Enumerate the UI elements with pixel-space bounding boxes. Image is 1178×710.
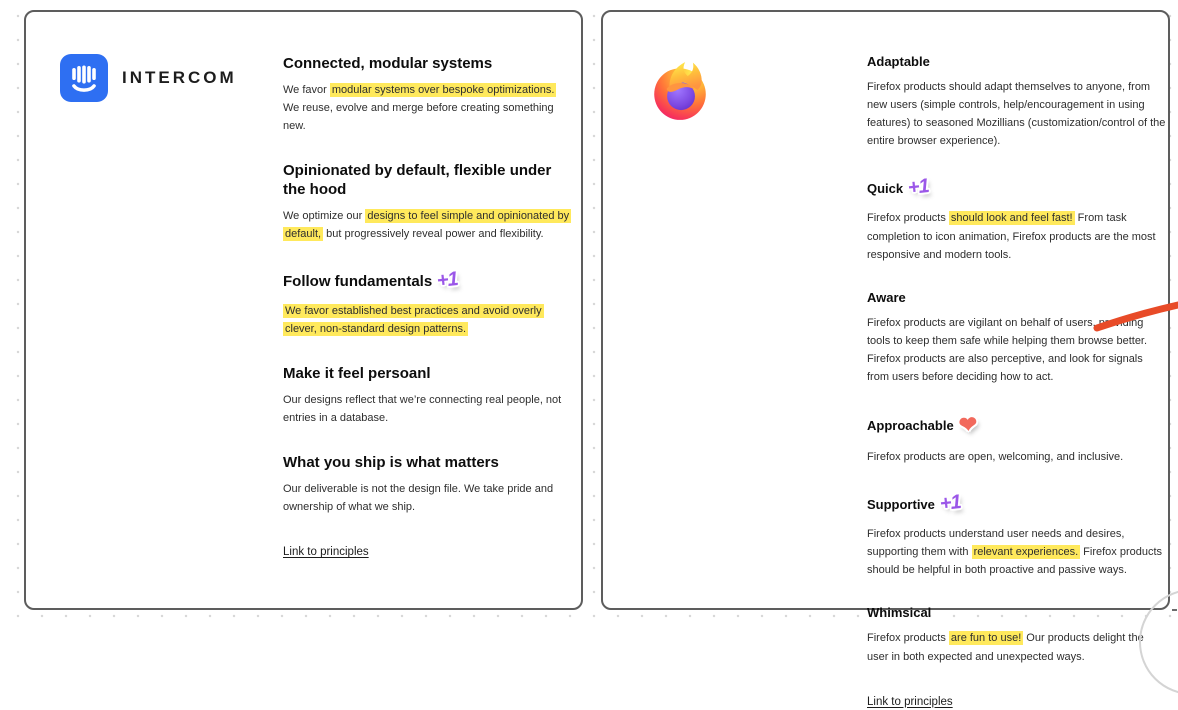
principle-heading: Whimsical	[867, 605, 932, 621]
principle-section	[867, 605, 1167, 665]
firefox-principles-link[interactable]: Link to principles	[867, 695, 953, 708]
principle-body: Firefox products should adapt themselves to anyone, from new users (simple controls, help/encouragement in using features) to seasoned Mozillians (customization/control of the entire browser experience).	[867, 80, 1166, 148]
intercom-sections	[283, 54, 575, 516]
principle-section	[867, 492, 1167, 579]
principle-heading: Follow fundamentals +1	[283, 268, 459, 293]
principle-body: Our deliverable is not the design file. We take pride and ownership of what we ship.	[283, 482, 554, 513]
principle-section	[283, 453, 575, 516]
principle-section	[867, 412, 1167, 466]
firefox-logo-icon	[647, 57, 713, 123]
principle-body: Firefox products understand user needs and desires, supporting them with relevant experiences. Firefox products should be helpful in both proactive and passive ways.	[867, 528, 1163, 577]
principle-section	[867, 290, 1167, 386]
principle-heading: Connected, modular systems	[283, 55, 493, 72]
principle-section	[283, 161, 575, 243]
firefox-sections	[867, 54, 1167, 666]
principle-body: Firefox products are open, welcoming, and inclusive.	[867, 450, 1124, 463]
intercom-brand-name: INTERCOM	[122, 68, 237, 87]
principle-body: Firefox products should look and feel fast! From task completion to icon animation, Firefox products are the most responsive and modern tools.	[867, 212, 1156, 261]
principle-heading: Aware	[867, 289, 906, 305]
principle-body: We favor modular systems over bespoke optimizations. We reuse, evolve and merge before creating something new.	[283, 83, 555, 132]
heart-sticker[interactable]: ❤	[957, 411, 978, 438]
intercom-principles-link[interactable]: Link to principles	[283, 546, 369, 559]
principle-section	[283, 54, 575, 135]
principle-heading: Opinionated by default, flexible under the hood	[283, 161, 552, 199]
intercom-principles-card[interactable]	[24, 10, 583, 610]
plus-one-sticker[interactable]: +1	[435, 268, 459, 293]
principle-heading: Make it feel persoanl	[283, 365, 431, 383]
principle-body: Firefox products are fun to use! Our products delight the user in both expected and unexpected ways.	[867, 632, 1144, 663]
principle-heading: Supportive +1	[867, 491, 962, 516]
intercom-logo-icon	[60, 54, 108, 102]
principle-section	[867, 176, 1167, 263]
principle-heading: Approachable ❤	[867, 412, 1167, 441]
principle-section	[867, 54, 1167, 150]
principle-body: Firefox products are vigilant on behalf of users, providing tools to keep them safe while helping them browse better. Firefox products are also perceptive, and look for signals from users before deciding how to act.	[867, 316, 1148, 384]
principle-body: We optimize our designs to feel simple and opinionated by default, but progressively reveal power and flexibility.	[283, 209, 570, 241]
principle-heading: Quick +1	[867, 175, 930, 200]
principle-body: Our designs reflect that we’re connecting real people, not entries in a database.	[283, 393, 562, 425]
intercom-brand	[60, 54, 237, 102]
principle-heading: What you ship is what matters	[283, 454, 499, 472]
principle-body: We favor established best practices and avoid overly clever, non-standard design patterns.	[285, 305, 542, 336]
principle-heading: Adaptable	[867, 54, 930, 69]
principle-section	[283, 269, 575, 338]
firefox-principles-card[interactable]	[601, 10, 1170, 708]
principle-section	[283, 364, 575, 427]
plus-one-sticker[interactable]: +1	[938, 491, 962, 516]
plus-one-sticker[interactable]: +1	[906, 175, 930, 200]
